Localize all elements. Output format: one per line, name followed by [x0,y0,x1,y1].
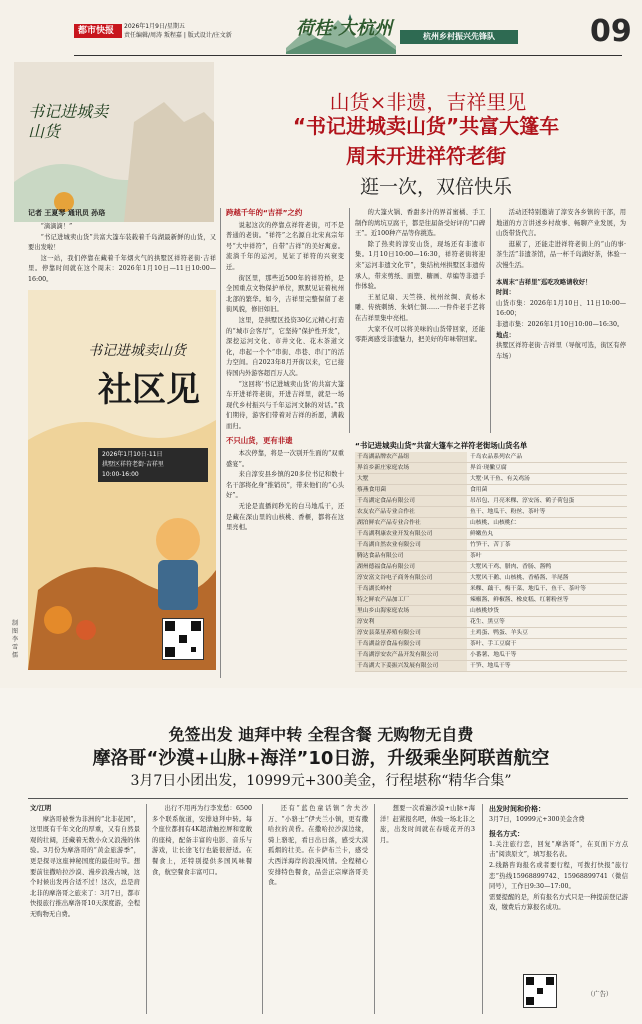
ad-title: 摩洛哥“沙漠+山脉+海洋”10日游，升级乘坐阿联酋航空 [92,748,550,769]
col3-p2: 除了热卖的淳安山货，现场还有非遗市集。1月10日10:00—16:30，祥符老街将迎来“运河非遗文化节”，集结杭州拱墅区非遗传承人，带来剪纸、面塑、糖画、草编等非遗手作体验。 [355,240,485,291]
photo-caption: 制图 李雪儒 [12,620,19,659]
time-label: 时间： [496,289,515,297]
time-2: 非遗市集：2026年1月10日10:00—16:30。 [496,320,624,328]
table-cell-org: 蔡燕食用菌 [355,485,467,495]
article-col4 [496,208,626,362]
issue-info [124,22,232,40]
col2-p6: 来自淳安县乡镇的20多位书记和数十名干部将化身“推销员”，带来他们的“心头好”。 [226,471,344,500]
col2-p4: “这回将‘书记进城卖山货’的共富大篷车开进祥符老街，开进吉祥里，就是一场现代乡村振兴与千年运河文脉的对话。”我们期待，游客们带着对吉祥的祈愿，满载而归。 [226,380,344,430]
brand-logo: 都市快报 [74,24,122,38]
poster2-info [98,448,208,482]
col3-p3: 王星记扇、天竺筷、杭州丝绸、黄杨木雕、传统刺绣、朱炳仁铜……一件件老手艺将在吉祥里集中亮相。 [355,293,485,322]
column-tag: 杭州乡村振兴先锋队 [400,30,518,44]
section-heading: 跨越千年的“吉祥”之约 [226,208,303,217]
table-cell-org: 千岛湖大下姜振兴发展有限公司 [355,661,467,671]
poster-text: 书记进城卖山货 [28,102,109,141]
time-1: 山货市集：2026年1月10日、11日10:00—16:00； [496,299,626,318]
table-row [355,463,627,474]
ad-c2: 出行不用再为行李发愁：6500多个联系航道，安排迪拜中转。每个座位都拥有4K超清触控屏和宽敞的座椅，配备丰富的电影、音乐与游戏，让长途飞行也能很舒适。在餐食上，还特别提供多国风味餐食，航空餐食丰富可口。 [152,805,252,876]
table-cell-org: 千岛湖自然农业有限公司 [355,540,467,550]
qr-code-icon[interactable] [523,974,557,1008]
col4-p2: 逛累了，还能走进祥符老街上的“山的事·茶生活”非遗茶馆，品一杯千岛湖好茶，体验一次慢生活。 [496,240,626,269]
main-title-line2: 周末开进祥符老街 [346,144,506,168]
article-col2 [226,208,344,534]
poster2-line-2: 拱墅区祥符老街·吉祥里 [102,461,164,468]
table-cell-org: 淳安县菜星养殖有限公司 [355,628,467,638]
table-cell-org: 湖泊鲜农产品专业合作社 [355,518,467,528]
col2-p7: 无论是直播间秒光的白马地瓜干，还是藏在深山里的山核桃、香榧，都将在这里亮相。 [226,503,344,532]
col2-p2: 街区里，那些近500年的祥符桥，是全国重点文物保护单位，默默见证着杭州北部的繁华。如今，吉祥里完整保留了老街风貌，修旧如旧。 [226,274,344,314]
table-cell-product: 山核桃炒货 [470,608,499,614]
signup-box [482,804,628,1014]
col-rule [262,804,263,1014]
page-number: 09 [590,14,632,49]
table-cell-product: 辣椒酱、鲜椒酱、橡皮糕、红薯粉丝等 [470,597,569,603]
signup-note: 需要提醒的是，所有报名方式只是一种提前登记游戏，缴费后方算报名成功。 [489,893,628,912]
event-poster [28,290,216,670]
col-rule [220,208,221,678]
table-row [355,606,627,617]
poster2-big: 社区见 [98,370,200,410]
ad-col2 [152,804,252,878]
ad-col1 [30,804,140,921]
table-cell-product: 千岛农品系列农产品 [470,454,523,460]
table-cell-product: 茶叶 [470,553,482,559]
col3-p1: 的大篷火锅、香甜多汁的界首蜜橘、手工制作的鸠坑豆腐干，都是往届备受好评的“口碑王”。近100种产品等你挑选。 [355,209,485,238]
col3-p4: 大家不仅可以将美味的山货带回家，还能零距离感受非遗魅力，把美好的年味带回家。 [355,325,485,344]
column-banner [286,8,396,54]
table-cell-product: 鱼干、地瓜干、粉丝、茶叶等 [470,509,546,515]
table-title: “书记进城卖山货”共富大篷车之祥符老街场山货名单 [355,441,528,450]
table-row [355,507,627,518]
table-row [355,650,627,661]
table-cell-org: 千岛湖定食品有限公司 [355,496,467,506]
poster2-line-1: 2026年1月10日-11日 [102,451,163,458]
table-cell-product: 大墅风干鸡、腊肉、香肠、酱鸭 [470,564,552,570]
table-row [355,452,627,463]
table-cell-product: 山核桃、山核桃仁 [470,520,517,526]
table-row [355,584,627,595]
kicker-title: 山货×非遗，吉祥里见 [329,90,527,114]
section-heading: 不只山货，更有非遗 [226,436,293,446]
ad-rule [28,798,628,799]
ad-subtitle: 3月7日小团出发，10999元+300美金，行程堪称“精华合集” [130,773,512,789]
ad-col4 [380,804,475,846]
col-rule [490,208,491,433]
lead-p1: “滴滴滴！” [40,223,73,230]
table-cell-product: 小番薯、地瓜干等 [470,652,517,658]
header-rule [74,55,622,56]
issue-date: 2026年1月9日/星期五 [124,23,185,30]
ad-c4: 想要一次看遍沙漠+山脉+海洋！赶紧报名吧，体验一场北非之旅，出发时间就在春暖花开的3月。 [380,805,475,844]
table-cell-org: 农友农产品专业合作社 [355,507,467,517]
main-subtitle: 逛一次，双倍快乐 [359,176,512,198]
table-cell-org: 特之鲜农产品加工厂 [355,595,467,605]
table-row [355,573,627,584]
col2-p1: 说起这次的停靠点祥符老街，可不是普通的老街。“祥符”之名源自北宋真宗年号“大中祥符”，自带“吉祥”的美好寓意。流淌千年的运河，见证了祥符的兴衰变迁。 [226,221,344,271]
signup-methods: 报名方式： [489,830,524,839]
table-cell-product: 米粿、藕干、梅干菜、地瓜干、鱼干、茶叶等 [470,586,586,592]
col-rule [349,208,350,433]
table-cell-product: 土鸡蛋、鸭蛋、羊头豆 [470,630,528,636]
ad-byline: 文/江明 [30,805,52,812]
top-poster [14,62,214,222]
issue-editors: 责任编辑/周涛 叛程嘉 | 版式设计/庄文新 [124,32,232,39]
table-cell-org: 千岛湖淳安农产品开发有限公司 [355,650,467,660]
lead-p2: “书记进城卖山货”共富大篷车装载着千岛湖最新鲜的山货，又要出发啦！ [28,233,216,252]
table-row [355,617,627,628]
ad-label: （广告） [587,991,613,998]
table-row [355,540,627,551]
col4-p1: 活动还特别邀请了淳安各乡镇的干部，用地道的方言讲述乡村故事、畅聊产业发展，为山货带货代言。 [496,209,626,238]
table-cell-org: 腾达食品有限公司 [355,551,467,561]
table-row [355,661,627,672]
ad-col3 [268,804,368,889]
table-cell-product: 茶叶、手工豆腐干 [470,641,517,647]
ad-c1: 摩洛哥被誉为非洲的“北非花园”，这里既有千年文化的厚重，又有自然景观的壮阔，还藏着无数小众又浪漫的体验。3月份为摩洛哥的“黄金旅游季”，更是探寻这座神秘国度的最佳时节。想要前往撒哈拉沙漠、漫步浪漫古城，这个时候出发再合适不过！这次，总是肩北非的摩洛哥之旅来了：3月7日，都市快报旅行推出摩洛哥10天深度游，全程无购物无自费。 [30,815,140,918]
poster-art-icon [14,62,214,222]
col-rule [374,804,375,1014]
ad-c3: 还有“蓝色童话镇”舍夫沙万、“小骆士”伊夫兰小镇，更有撒哈拉的黄昏。在撒哈拉沙漠边缘，骑上骆驼，看日出日落，感受大漠孤烟的壮美。在卡萨布兰卡，感受大西洋海岸的浪漫风情。全程精心安排特色餐食，品尝正宗摩洛哥美食。 [268,805,368,887]
table-cell-org: 界首乡新庄家庭农场 [355,463,467,473]
table-row [355,474,627,485]
lead-p3: 这一站，我们停靠在藏着千年烟火气的拱墅区祥符老街·吉祥里。停靠时间就在这个周末：2026年1月10日—11日10:00—16:00。 [28,254,216,283]
table-cell-org: 千岛湖益淳食品有限公司 [355,639,467,649]
table-row [355,485,627,496]
main-title-line1: “书记进城卖山货”共富大篷车 [292,114,560,138]
table-row [355,595,627,606]
table-cell-product: 界首·现撇豆腐 [470,465,507,471]
table-row [355,628,627,639]
table-cell-org: 淳安富文谷电子商务有限公司 [355,573,467,583]
table-cell-org: 淳安利 [355,617,467,627]
banner-script: 荷桂·大杭州 [296,18,393,39]
table-row [355,529,627,540]
col-rule [146,804,147,1014]
table-cell-product: 干笋、地瓜干等 [470,663,511,669]
lead-text [28,222,216,286]
signup-price: 3月7日，10999元+300美金含费 [489,815,585,823]
place: 拱墅区祥符老街·吉祥里（导航可选，街区有停车场） [496,342,626,360]
table-cell-product: 竹笋干、苦丁茶 [470,542,511,548]
article-col3 [355,208,485,346]
table-cell-org: 大墅 [355,474,467,484]
col2-p3: 这里，是拱墅区投资30亿元精心打造的“城市会客厅”，它坚持“保护性开发”，深挖运河文化、市井文化、花木茶道文化，串起一个个“串街、串巷、串门”的活力空间。自2023年8月开街以来，它已接待国内外游客超百万人次。 [226,316,344,377]
table-cell-org: 湖州德福食品有限公司 [355,562,467,572]
table-row [355,496,627,507]
table-cell-product: 食用菌 [470,487,488,493]
poster2-title: 书记进城卖山货 [88,343,186,359]
table-cell-product: 大墅·风干鱼、有关鸡汤 [470,476,530,482]
table-cell-org: 里山乡山海家庭农场 [355,606,467,616]
table-cell-product: 吊吊包、月亮米粿、淳安汤、鹤子荷包蛋 [470,498,575,504]
table-row [355,551,627,562]
place-label: 地点： [496,331,515,339]
ad-kicker: 免签出发 迪拜中转 全程含餐 无购物无自费 [168,725,474,744]
signup-heading: 出发时间和价格： [489,805,545,813]
table-row [355,639,627,650]
table-cell-product: 大墅风干鹅、山核桃、香椿酱、羊尾酱 [470,575,569,581]
table-row [355,518,627,529]
table-cell-org: 千岛湖利康农业开发有限公司 [355,529,467,539]
product-table [355,440,627,680]
poster2-line-3: 10:00-16:00 [102,471,139,478]
table-cell-product: 鲜嫩鱼丸 [470,531,494,537]
table-cell-org: 千岛湖长岭村 [355,584,467,594]
notice-heading: 本周末“吉祥里”巡吃攻略请收好！ [496,278,592,286]
qr-code-icon[interactable] [162,618,204,660]
table-cell-product: 花生、黑豆等 [470,619,505,625]
col2-p5: 本次停靠，将是一次别开生面的“双重盛宴”。 [226,450,344,468]
signup-step-2: 2.线路咨询报名或者要行程，可拨打快报“旅行恋”热线15968899742、15968899741（微信同号），工作日9:30—17:00。 [489,861,628,891]
table-row [355,562,627,573]
byline: 记者 王夏琴 通讯员 孙珞 [28,209,106,217]
table-body [355,452,627,672]
table-cell-org: 千岛湖品牌农产品组 [355,452,467,462]
signup-step-1: 1.关注旅行恋，回复“摩洛哥”，在页面下方点击“阅读原文”，填写报名表。 [489,840,628,859]
